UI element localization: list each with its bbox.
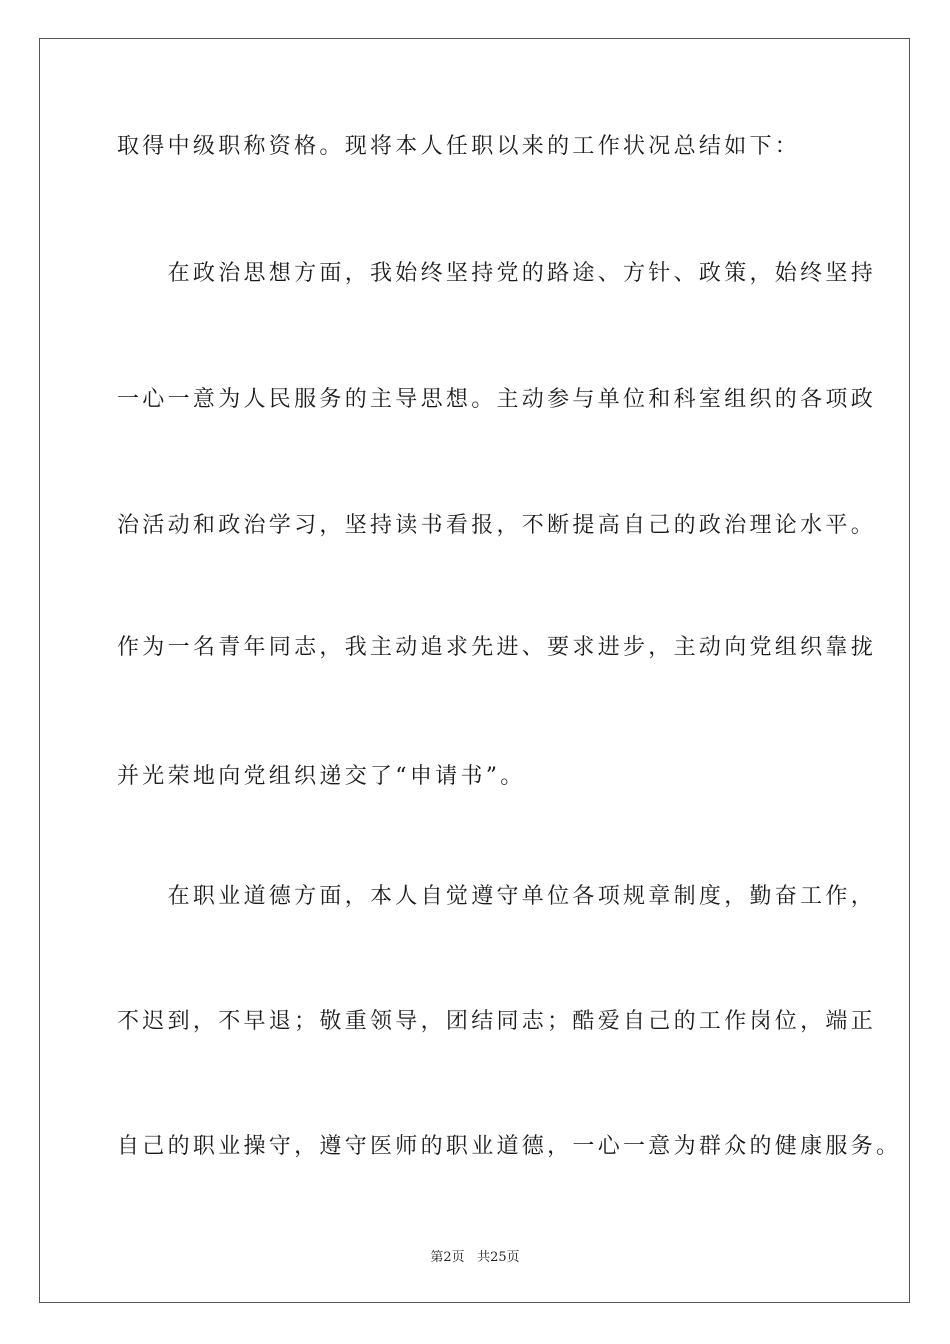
text-line: 作为一名青年同志，我主动追求先进、要求进步，主动向党组织靠拢 — [117, 635, 877, 660]
page-number: 第2页 — [430, 1250, 465, 1265]
text-line: 在政治思想方面，我始终坚持党的路途、方针、政策，始终坚持 — [117, 261, 877, 286]
text-line: 不迟到，不早退；敬重领导，团结同志；酷爱自己的工作岗位，端正 — [117, 1009, 877, 1034]
text-line: 在职业道德方面，本人自觉遵守单位各项规章制度，勤奋工作， — [117, 884, 877, 909]
text-line: 并光荣地向党组织递交了“申请书”。 — [117, 764, 526, 789]
page-border — [39, 38, 910, 1303]
text-line: 取得中级职称资格。现将本人任职以来的工作状况总结如下： — [117, 134, 801, 159]
text-line: 治活动和政治学习，坚持读书看报，不断提高自己的政治理论水平。 — [117, 513, 877, 538]
text-line: 自己的职业操守，遵守医师的职业道德，一心一意为群众的健康服务。 — [117, 1134, 902, 1159]
text-line: 一心一意为人民服务的主导思想。主动参与单位和科室组织的各项政 — [117, 387, 877, 412]
page-total: 共25页 — [477, 1250, 520, 1265]
page-footer — [0, 1246, 950, 1265]
